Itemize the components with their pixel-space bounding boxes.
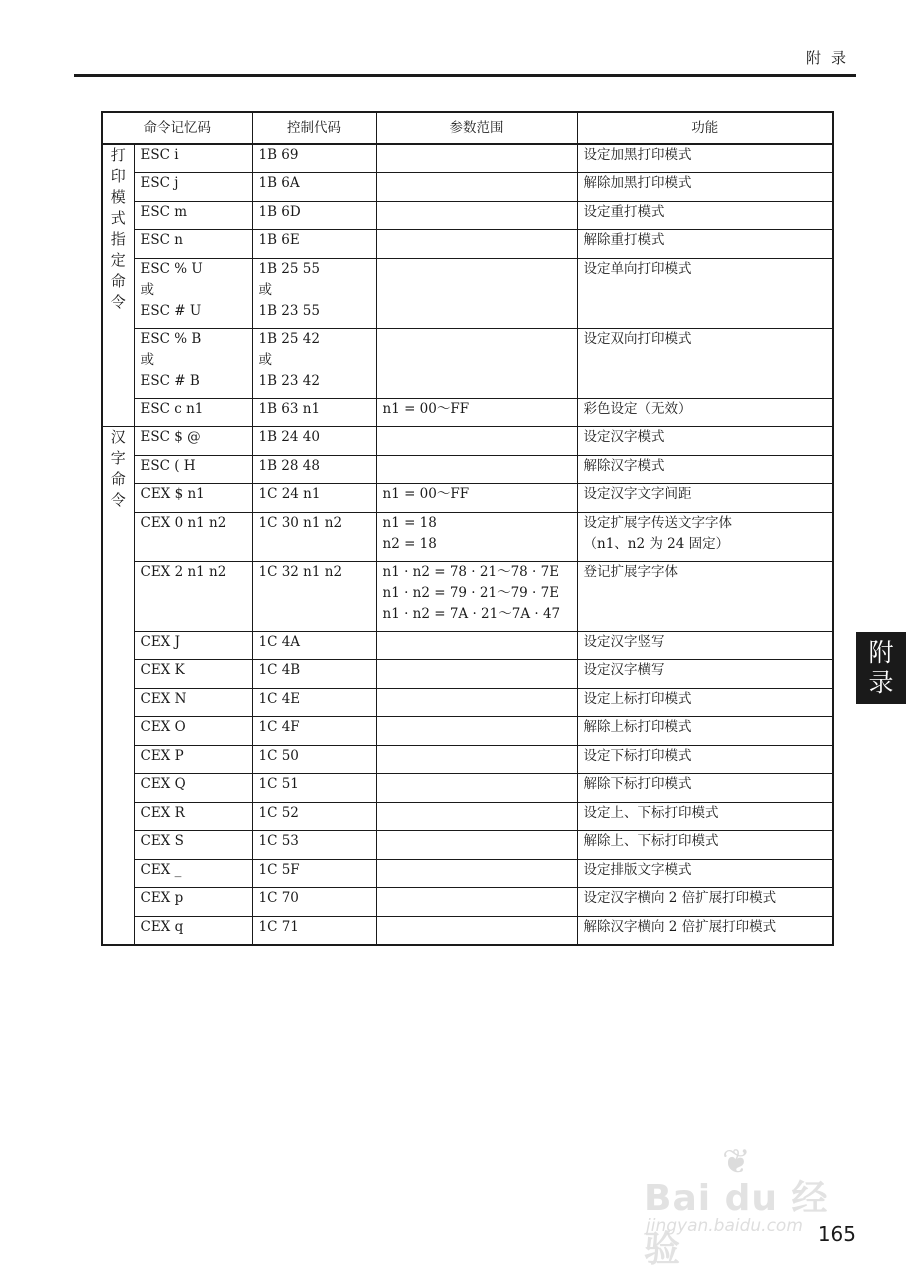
cell-line: CEX K (140, 662, 185, 678)
param-cell (376, 173, 577, 202)
param-cell (376, 831, 577, 860)
table-row (102, 561, 833, 631)
group-label-char: 指 (110, 230, 126, 248)
table-row (102, 774, 833, 803)
cell-line: ESC n (140, 232, 183, 248)
cell-line: 1B 69 (258, 147, 299, 163)
cell-line: 设定汉字横向 2 倍扩展打印模式 (583, 890, 777, 906)
section-tab (856, 632, 906, 704)
cell-line: 1C 5F (258, 861, 300, 878)
cell-line: 1B 25 42 (258, 330, 320, 347)
table-row (102, 631, 833, 660)
section-tab-char: 附 (868, 638, 894, 667)
table-row (102, 427, 833, 456)
code-cell (252, 427, 376, 456)
cell-line: 设定单向打印模式 (583, 260, 692, 277)
mnemonic-cell (134, 201, 252, 230)
cell-line: ESC j (140, 175, 179, 191)
table-row (102, 328, 833, 398)
cell-line: ESC % B (140, 330, 202, 347)
cell-line: CEX N (140, 690, 187, 707)
cell-line: 1B 24 40 (258, 429, 320, 445)
table-row (102, 512, 833, 561)
code-cell (252, 328, 376, 398)
cell-line: n1 · n2 = 79 · 21～79 · 7E (382, 584, 560, 601)
mnemonic-cell (134, 831, 252, 860)
cell-line: 解除汉字横向 2 倍扩展打印模式 (583, 918, 777, 935)
column-header: 参数范围 (376, 112, 577, 144)
cell-line: CEX J (140, 633, 180, 650)
cell-line: 1B 23 42 (258, 372, 320, 389)
table-row (102, 144, 833, 173)
cell-line: CEX O (140, 719, 186, 735)
cell-line: CEX $ n1 (140, 486, 205, 502)
cell-line: 彩色设定（无效） (583, 400, 692, 417)
group-label (102, 427, 134, 945)
code-cell (252, 717, 376, 746)
cell-line: 设定重打模式 (583, 203, 665, 220)
mnemonic-cell (134, 916, 252, 945)
cell-line: n1 = 18 (382, 514, 437, 531)
cell-line: 1C 32 n1 n2 (258, 563, 343, 580)
cell-line: （n1、n2 为 24 固定） (583, 535, 730, 552)
cell-line: 解除下标打印模式 (583, 776, 692, 792)
table-row (102, 230, 833, 259)
cell-line: 设定上标打印模式 (583, 690, 692, 707)
param-cell (376, 455, 577, 484)
param-cell (376, 717, 577, 746)
param-cell (376, 328, 577, 398)
cell-line: ESC # U (140, 302, 202, 319)
mnemonic-cell (134, 484, 252, 513)
cell-line: 1B 28 48 (258, 457, 320, 474)
function-cell (577, 512, 833, 561)
param-cell (376, 888, 577, 917)
mnemonic-cell (134, 512, 252, 561)
cell-line: CEX p (140, 890, 184, 906)
cell-line: 或 (140, 281, 154, 298)
function-cell (577, 631, 833, 660)
mnemonic-cell (134, 717, 252, 746)
mnemonic-cell (134, 859, 252, 888)
cell-line: n2 = 18 (382, 535, 437, 552)
cell-line: 设定汉字横写 (583, 662, 665, 678)
cell-line: 1B 6D (258, 203, 301, 220)
code-cell (252, 258, 376, 328)
cell-line: 1B 23 55 (258, 302, 320, 319)
table-row (102, 258, 833, 328)
group-label-char: 定 (110, 251, 126, 269)
table-row (102, 745, 833, 774)
cell-line: CEX P (140, 747, 184, 764)
cell-line: 设定汉字文字间距 (583, 486, 692, 502)
table-row (102, 916, 833, 945)
table-row (102, 660, 833, 689)
code-cell (252, 688, 376, 717)
cell-line: ESC $ @ (140, 429, 201, 445)
code-cell (252, 774, 376, 803)
function-cell (577, 888, 833, 917)
table-row (102, 888, 833, 917)
running-header: 附录 (805, 49, 856, 67)
cell-line: 解除上、下标打印模式 (583, 833, 719, 849)
group-label-char: 命 (110, 470, 126, 488)
table-row (102, 688, 833, 717)
command-table (101, 111, 834, 946)
code-cell (252, 888, 376, 917)
param-cell (376, 398, 577, 427)
cell-line: 设定上、下标打印模式 (583, 804, 719, 821)
cell-line: 设定汉字模式 (583, 429, 665, 445)
mnemonic-cell (134, 258, 252, 328)
cell-line: ESC % U (140, 260, 203, 277)
param-cell (376, 916, 577, 945)
cell-line: 1C 4E (258, 690, 301, 707)
cell-line: n1 = 00～FF (382, 400, 470, 417)
function-cell (577, 561, 833, 631)
cell-line: 解除上标打印模式 (583, 719, 692, 735)
paw-icon: ❦ (722, 1142, 751, 1182)
mnemonic-cell (134, 802, 252, 831)
group-label-char: 模 (110, 188, 126, 206)
function-cell (577, 328, 833, 398)
cell-line: CEX R (140, 804, 185, 821)
group-label-char: 式 (110, 209, 126, 227)
code-cell (252, 173, 376, 202)
code-cell (252, 230, 376, 259)
param-cell (376, 631, 577, 660)
group-label-char: 打 (110, 146, 126, 164)
param-cell (376, 258, 577, 328)
param-cell (376, 688, 577, 717)
cell-line: 1C 4B (258, 662, 301, 678)
mnemonic-cell (134, 230, 252, 259)
function-cell (577, 484, 833, 513)
mnemonic-cell (134, 688, 252, 717)
cell-line: CEX 2 n1 n2 (140, 563, 227, 580)
cell-line: 1C 71 (258, 918, 299, 935)
param-cell (376, 512, 577, 561)
column-header: 控制代码 (252, 112, 376, 144)
cell-line: ESC # B (140, 372, 200, 389)
code-cell (252, 561, 376, 631)
code-cell (252, 144, 376, 173)
mnemonic-cell (134, 144, 252, 173)
cell-line: 解除加黑打印模式 (583, 175, 692, 191)
cell-line: 1C 70 (258, 890, 299, 906)
watermark-brand: Bai du 经验 (644, 1178, 829, 1270)
cell-line: 1B 63 n1 (258, 400, 321, 417)
cell-line: CEX q (140, 918, 184, 935)
table-row (102, 455, 833, 484)
mnemonic-cell (134, 427, 252, 456)
code-cell (252, 831, 376, 860)
cell-line: 1B 25 55 (258, 260, 320, 277)
table-row (102, 398, 833, 427)
function-cell (577, 660, 833, 689)
function-cell (577, 230, 833, 259)
table-row (102, 484, 833, 513)
cell-line: n1 = 00～FF (382, 486, 470, 502)
function-cell (577, 455, 833, 484)
param-cell (376, 484, 577, 513)
param-cell (376, 802, 577, 831)
cell-line: ESC ( H (140, 457, 196, 474)
table-body (102, 144, 833, 945)
cell-line: 设定双向打印模式 (583, 330, 692, 347)
column-header: 功能 (577, 112, 833, 144)
function-cell (577, 745, 833, 774)
code-cell (252, 484, 376, 513)
code-cell (252, 512, 376, 561)
param-cell (376, 745, 577, 774)
watermark-url: jingyan.baidu.com (646, 1216, 803, 1236)
mnemonic-cell (134, 745, 252, 774)
cell-line: n1 · n2 = 78 · 21～78 · 7E (382, 563, 560, 580)
cell-line: 1C 52 (258, 804, 299, 821)
cell-line: 或 (140, 351, 154, 368)
function-cell (577, 717, 833, 746)
cell-line: 1C 30 n1 n2 (258, 514, 343, 531)
cell-line: 设定下标打印模式 (583, 747, 692, 764)
mnemonic-cell (134, 888, 252, 917)
code-cell (252, 398, 376, 427)
group-label (102, 144, 134, 427)
table-row (102, 717, 833, 746)
table-header-row (102, 112, 833, 144)
cell-line: 设定扩展字传送文字字体 (583, 514, 732, 531)
cell-line: ESC m (140, 203, 188, 220)
column-header: 命令记忆码 (102, 112, 252, 144)
function-cell (577, 427, 833, 456)
function-cell (577, 831, 833, 860)
cell-line: 1C 51 (258, 776, 299, 792)
cell-line: CEX Q (140, 776, 186, 792)
mnemonic-cell (134, 631, 252, 660)
group-label-char: 命 (110, 272, 126, 290)
cell-line: 或 (258, 281, 272, 298)
group-label-char: 字 (110, 449, 126, 467)
function-cell (577, 144, 833, 173)
cell-line: ESC c n1 (140, 400, 204, 417)
cell-line: 1B 6E (258, 232, 300, 248)
cell-line: 或 (258, 351, 272, 368)
table-row (102, 201, 833, 230)
code-cell (252, 745, 376, 774)
cell-line: CEX S (140, 833, 184, 849)
code-cell (252, 660, 376, 689)
header-rule (74, 74, 856, 77)
function-cell (577, 173, 833, 202)
table-row (102, 831, 833, 860)
table-row (102, 802, 833, 831)
param-cell (376, 859, 577, 888)
table-row (102, 173, 833, 202)
function-cell (577, 688, 833, 717)
param-cell (376, 660, 577, 689)
code-cell (252, 802, 376, 831)
function-cell (577, 916, 833, 945)
cell-line: 设定排版文字模式 (583, 861, 692, 878)
param-cell (376, 201, 577, 230)
cell-line: 设定汉字竖写 (583, 633, 665, 650)
function-cell (577, 398, 833, 427)
group-label-char: 令 (110, 491, 126, 509)
code-cell (252, 201, 376, 230)
mnemonic-cell (134, 660, 252, 689)
group-label-char: 汉 (110, 428, 126, 446)
table-row (102, 859, 833, 888)
cell-line: ESC i (140, 147, 179, 163)
cell-line: 1C 53 (258, 833, 299, 849)
param-cell (376, 230, 577, 259)
page-number: 165 (817, 1222, 856, 1246)
mnemonic-cell (134, 173, 252, 202)
mnemonic-cell (134, 398, 252, 427)
param-cell (376, 427, 577, 456)
function-cell (577, 774, 833, 803)
param-cell (376, 561, 577, 631)
cell-line: 解除汉字模式 (583, 457, 665, 474)
code-cell (252, 455, 376, 484)
cell-line: 1C 50 (258, 747, 299, 764)
cell-line: n1 · n2 = 7A · 21～7A · 47 (382, 605, 561, 622)
function-cell (577, 258, 833, 328)
cell-line: 登记扩展字字体 (583, 563, 678, 580)
function-cell (577, 802, 833, 831)
cell-line: 设定加黑打印模式 (583, 147, 692, 163)
cell-line: 解除重打模式 (583, 232, 665, 248)
section-tab-char: 录 (868, 668, 894, 697)
param-cell (376, 774, 577, 803)
cell-line: CEX _ (140, 861, 182, 878)
param-cell (376, 144, 577, 173)
code-cell (252, 916, 376, 945)
cell-line: 1C 4F (258, 719, 300, 735)
mnemonic-cell (134, 328, 252, 398)
cell-line: 1C 24 n1 (258, 486, 321, 502)
mnemonic-cell (134, 455, 252, 484)
code-cell (252, 859, 376, 888)
code-cell (252, 631, 376, 660)
mnemonic-cell (134, 774, 252, 803)
group-label-char: 印 (110, 167, 126, 185)
mnemonic-cell (134, 561, 252, 631)
group-label-char: 令 (110, 293, 126, 311)
cell-line: 1B 6A (258, 175, 300, 191)
function-cell (577, 201, 833, 230)
function-cell (577, 859, 833, 888)
cell-line: 1C 4A (258, 633, 301, 650)
cell-line: CEX 0 n1 n2 (140, 514, 227, 531)
